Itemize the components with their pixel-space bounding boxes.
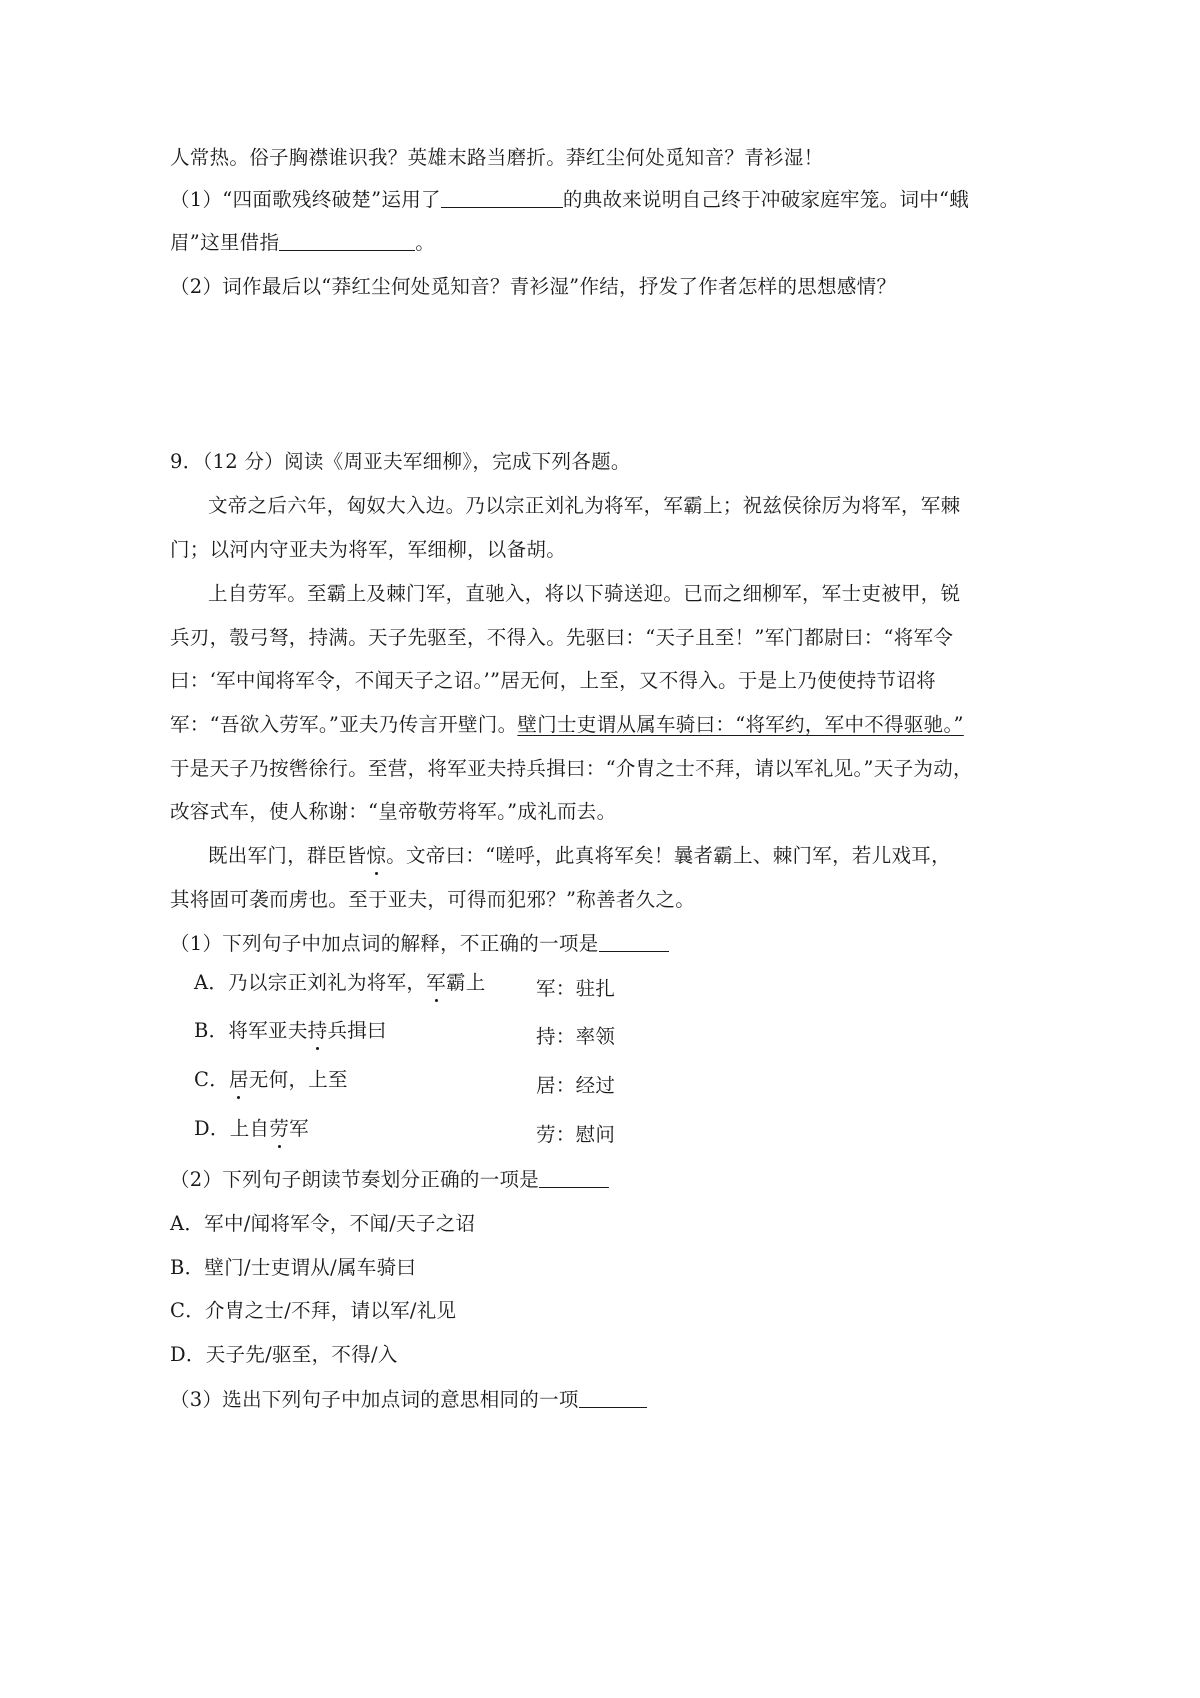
- option-b[interactable]: [194, 1017, 387, 1045]
- option-a-definition: 军：驻扎: [536, 977, 616, 1000]
- passage-line: [170, 711, 964, 739]
- sub-question-1-prompt: （1）下列句子中加点词的解释，不正确的一项是: [170, 932, 599, 955]
- answer-blank[interactable]: [279, 230, 415, 251]
- dotted-word: 居: [229, 1068, 249, 1091]
- poem-question-1-line-1: [170, 186, 969, 214]
- passage-line: 文帝之后六年，匈奴大入边。乃以宗正刘礼为将军，军霸上；祝兹侯徐厉为将军，军棘: [208, 494, 961, 517]
- option-text: A．乃以宗正刘礼为将军，: [194, 971, 427, 994]
- option-text: 无何，上至: [248, 1068, 348, 1091]
- dotted-word: 劳: [269, 1117, 290, 1140]
- option-c[interactable]: [194, 1066, 348, 1094]
- passage-line: 门；以河内守亚夫为将军，军细柳，以备胡。: [170, 538, 567, 561]
- poem-last-line: 人常热。俗子胸襟谁识我？英雄末路当磨折。莽红尘何处觅知音？青衫湿！: [170, 146, 824, 169]
- option-a[interactable]: [194, 969, 486, 997]
- poem-q1-text-d: 。: [415, 231, 436, 254]
- option-text: 兵揖曰: [327, 1019, 387, 1042]
- passage-text: 既出军门，群臣皆: [208, 844, 367, 867]
- passage-line: [208, 842, 951, 870]
- question-9-heading: 9．（12 分）阅读《周亚夫军细柳》，完成下列各题。: [170, 450, 631, 473]
- answer-blank[interactable]: [599, 931, 669, 952]
- poem-q1-text-b: 的典故来说明自己终于冲破家庭牢笼。词中“蛾: [562, 188, 970, 211]
- poem-q1-text-c: 眉”这里借指: [170, 231, 280, 254]
- underlined-sentence: 壁门士吏谓从属车骑曰：“将军约，军中不得驱驰。”: [517, 713, 964, 736]
- option-text: C．: [194, 1068, 230, 1091]
- option-d[interactable]: [194, 1115, 309, 1143]
- passage-line: 兵刃，彀弓弩，持满。天子先驱至，不得入。先驱曰：“天子且至！”军门都尉曰：“将军令: [170, 626, 954, 649]
- passage-line: 于是天子乃按辔徐行。至营，将军亚夫持兵揖曰：“介胄之士不拜，请以军礼见。”天子为动，: [170, 757, 973, 780]
- option-c-definition: 居：经过: [536, 1074, 616, 1097]
- poem-question-2: （2）词作最后以“莽红尘何处觅知音？青衫湿”作结，抒发了作者怎样的思想感情？: [170, 275, 897, 298]
- option-text: 霸上: [446, 971, 486, 994]
- rhythm-option-d[interactable]: D．天子先/驱至，不得/入: [170, 1343, 398, 1366]
- dotted-word: 惊: [366, 844, 387, 867]
- option-d-definition: 劳：慰问: [536, 1123, 616, 1146]
- rhythm-option-a[interactable]: A．军中/闻将军令，不闻/天子之诏: [170, 1212, 476, 1235]
- option-text: 军: [289, 1117, 309, 1140]
- rhythm-option-b[interactable]: B．壁门/士吏谓从/属车骑曰: [170, 1256, 417, 1279]
- sub-question-2: [170, 1166, 609, 1194]
- passage-line: 其将固可袭而虏也。至于亚夫，可得而犯邪？”称善者久之。: [170, 888, 696, 911]
- passage-text: 。文帝曰：“嗟呼，此真将军矣！曩者霸上、棘门军，若儿戏耳，: [386, 844, 951, 867]
- passage-line: 上自劳军。至霸上及棘门军，直驰入，将以下骑送迎。已而之细柳军，军士吏被甲，锐: [208, 582, 961, 605]
- passage-line: 改容式车，使人称谢：“皇帝敬劳将军。”成礼而去。: [170, 800, 617, 823]
- poem-question-1-line-2: [170, 229, 435, 257]
- option-b-definition: 持：率领: [536, 1025, 616, 1048]
- sub-question-3-prompt: （3）选出下列句子中加点词的意思相同的一项: [170, 1388, 579, 1411]
- passage-text: 军：“吾欲入劳军。”亚夫乃传言开壁门。: [170, 713, 518, 736]
- sub-question-3: [170, 1386, 647, 1414]
- dotted-word: 军: [426, 971, 446, 994]
- answer-blank[interactable]: [579, 1387, 647, 1408]
- option-text: B．将军亚夫: [194, 1019, 308, 1042]
- dotted-word: 持: [307, 1019, 328, 1042]
- passage-line: 曰：‘军中闻将军令，不闻天子之诏。’”居无何，上至，又不得入。于是上乃使使持节诏将: [170, 669, 936, 692]
- sub-question-2-prompt: （2）下列句子朗读节奏划分正确的一项是: [170, 1168, 540, 1191]
- answer-blank[interactable]: [539, 1167, 609, 1188]
- option-text: D．上自: [194, 1117, 270, 1140]
- poem-q1-text-a: （1）“四面歌残终破楚”运用了: [170, 188, 441, 211]
- sub-question-1: [170, 930, 669, 958]
- rhythm-option-c[interactable]: C．介胄之士/不拜，请以军/礼见: [170, 1299, 457, 1322]
- answer-blank[interactable]: [441, 187, 563, 208]
